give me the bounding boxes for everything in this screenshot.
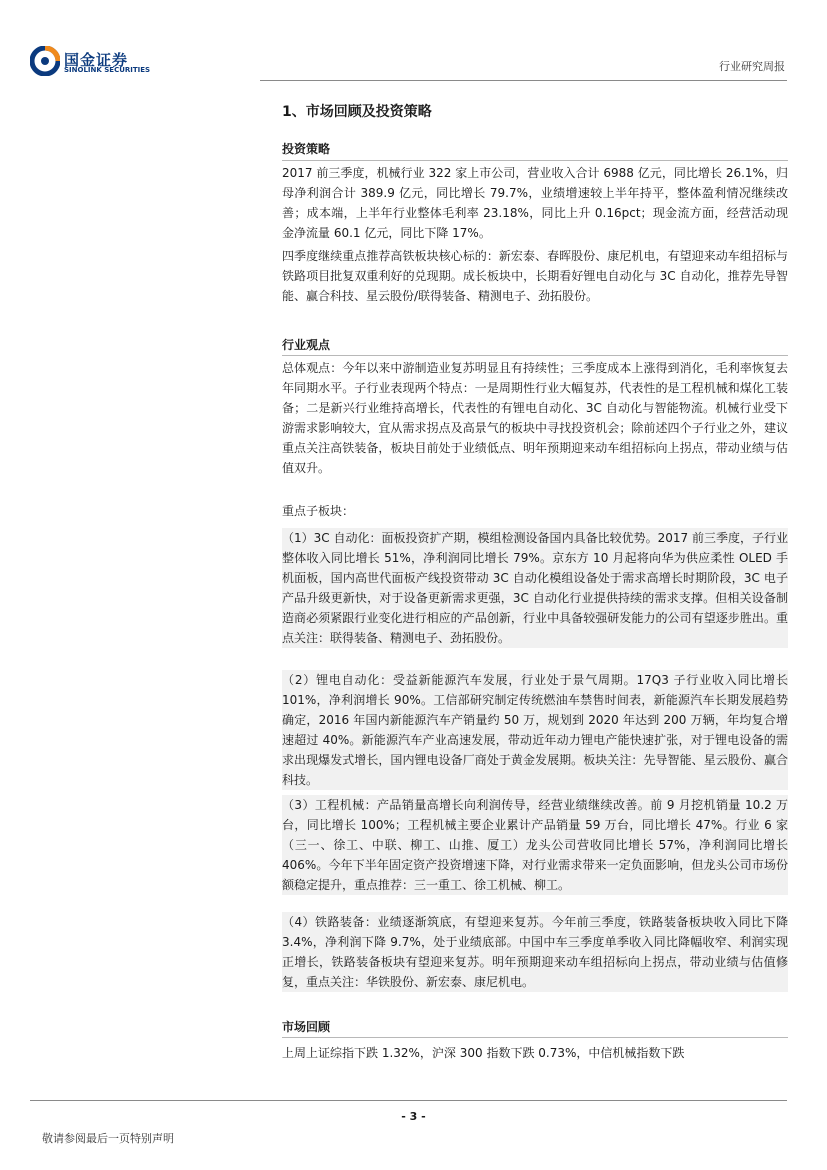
key-subsectors-label: 重点子板块： — [282, 504, 355, 518]
overall-view-paragraph: 总体观点：今年以来中游制造业复苏明显且有持续性；三季度成本上涨得到消化，毛利率恢复去年同期水平。子行业表现两个特点：一是周期性行业大幅复苏，代表性的是工程机械和煤化工装备；二是新兴行业维持高增长，代表性的有锂电自动化、3C 自动化与智能物流。机械行业受下游需求影响较大，宜从需求拐点及高景气的板块中寻找投资机会；除前述四个子行业之外，建议重点关注高铁装备，板块目前处于业绩低点、明年预期迎来动车组招标向上拐点，带动业绩与估值双升。 — [282, 361, 788, 475]
report-type-label: 行业研究周报 — [719, 60, 785, 73]
subsector-3c-automation: （1）3C 自动化：面板投资扩产期，模组检测设备国内具备比较优势。2017 前三季度，子行业整体收入同比增长 51%，净利润同比增长 79%。京东方 10 月起将向华为供应柔性 OLED 手机面板，国内高世代面板产线投资带动 3C 自动化模组设备处于需求高增长时期阶段，3C 电子产品升级更新快，对于设备更新需求更强，3C 自动化行业提供持续的需求支撑。但相关设备制造商必须紧跟行业变化进行相应的产品创新，行业中具备较强研发能力的公司有望逐步胜出。重点关注：联得装备、精测电子、劲拓股份。 — [282, 528, 788, 648]
subsector-construction-machinery: （3）工程机械：产品销量高增长向利润传导，经营业绩继续改善。前 9 月挖机销量 10.2 万台，同比增长 100%；工程机械主要企业累计产品销量 59 万台，同比增长 47%。行业 6 家（三一、徐工、中联、柳工、山推、厦工）龙头公司营收同比增长 57%，净利润同比增长 406%。今年下半年固定资产投资增速下降，对行业需求带来一定负面影响，但龙头公司市场份额稳定提升，重点推荐：三一重工、徐工机械、柳工。 — [282, 795, 788, 895]
heading-underline — [282, 355, 788, 356]
section-title: 1、市场回顾及投资策略 — [282, 104, 432, 120]
heading-underline — [282, 1037, 788, 1038]
footer-divider — [30, 1100, 787, 1101]
industry-view-heading: 行业观点 — [282, 338, 331, 352]
subsector-lithium-automation: （2）锂电自动化：受益新能源汽车发展，行业处于景气周期。17Q3 子行业收入同比增长 101%，净利润增长 90%。工信部研究制定传统燃油车禁售时间表，新能源汽车长期发展趋势确定，2016 年国内新能源汽车产销量约 50 万，规划到 2020 年达到 200 万辆，年均复合增速超过 40%。新能源汽车产业高速发展，带动近年动力锂电产能快速扩张，对于锂电设备的需求出现爆发式增长，国内锂电设备厂商处于黄金发展期。板块关注：先导智能、星云股份、赢合科技。 — [282, 670, 788, 790]
logo-chinese-name: 国金证券 — [64, 51, 129, 69]
logo-english-name: SINOLINK SECURITIES — [64, 66, 151, 74]
disclaimer-note: 敬请参阅最后一页特别声明 — [42, 1132, 174, 1145]
header-divider — [260, 80, 787, 81]
sinolink-logo-icon — [30, 46, 60, 76]
investment-strategy-heading: 投资策略 — [282, 142, 331, 156]
market-review-paragraph: 上周上证综指下跌 1.32%，沪深 300 指数下跌 0.73%，中信机械指数下跌 — [282, 1046, 685, 1060]
page-number: - 3 - — [401, 1110, 426, 1123]
strategy-paragraph-2: 四季度继续重点推荐高铁板块核心标的：新宏泰、春晖股份、康尼机电，有望迎来动车组招标与铁路项目批复双重利好的兑现期。成长板块中，长期看好锂电自动化与 3C 自动化，推荐先导智能、赢合科技、星云股份/联得装备、精测电子、劲拓股份。 — [282, 249, 788, 303]
market-review-heading: 市场回顾 — [282, 1020, 331, 1034]
strategy-paragraph-1: 2017 前三季度，机械行业 322 家上市公司，营业收入合计 6988 亿元，同比增长 26.1%，归母净利润合计 389.9 亿元，同比增长 79.7%，业绩增速较上半年持平，整体盈利情况继续改善；成本端，上半年行业整体毛利率 23.18%，同比上升 0.16pct；现金流方面，经营活动现金净流量 60.1 亿元，同比下降 17%。 — [282, 166, 788, 240]
company-logo — [30, 46, 155, 78]
subsector-railway-equipment: （4）铁路装备：业绩逐渐筑底，有望迎来复苏。今年前三季度，铁路装备板块收入同比下降 3.4%，净利润下降 9.7%，处于业绩底部。中国中车三季度单季收入同比降幅收窄、利润实现正增长，铁路装备板块有望迎来复苏。明年预期迎来动车组招标向上拐点，带动业绩与估值修复，重点关注：华铁股份、新宏泰、康尼机电。 — [282, 912, 788, 992]
heading-underline — [282, 160, 788, 161]
